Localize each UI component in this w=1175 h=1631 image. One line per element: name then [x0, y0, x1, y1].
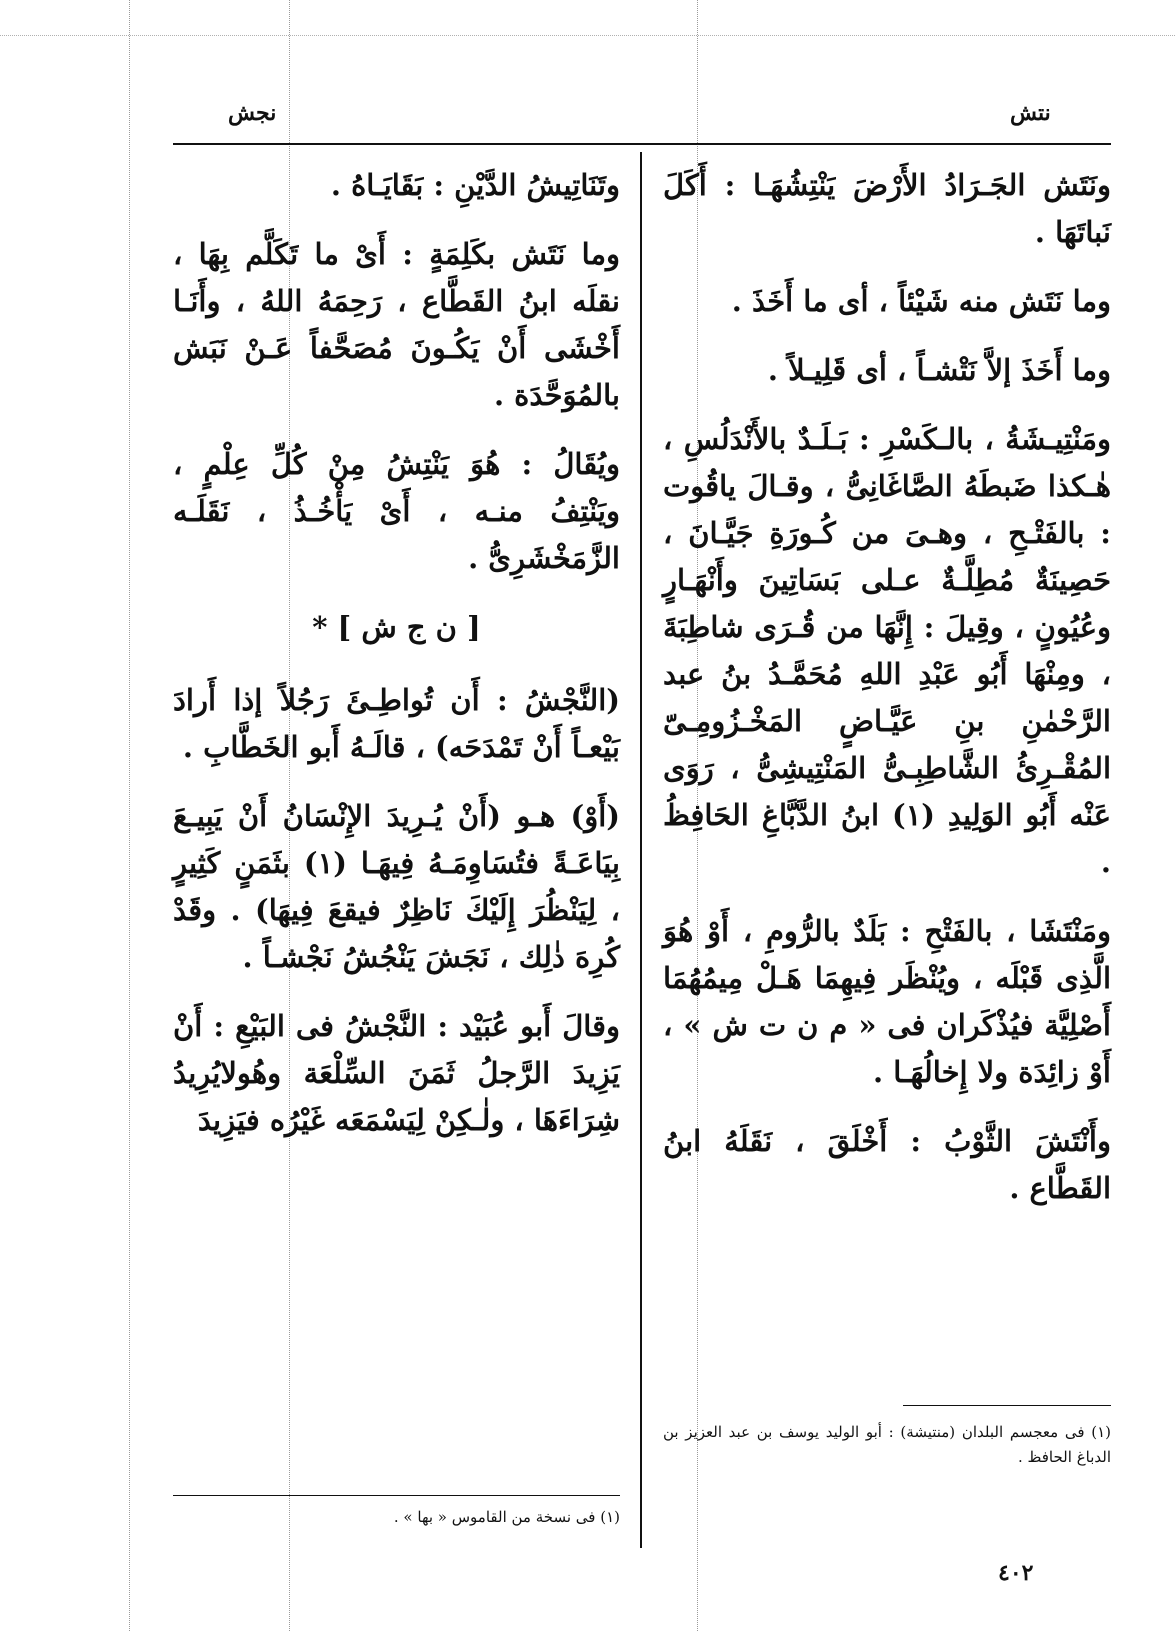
right-paragraph: وما نَتَش منه شَيْئاً ، أى ما أَخَذَ . — [731, 284, 1111, 318]
scan-fold-line-top — [0, 35, 1175, 36]
section-heading: [ ن ج ش ] * — [312, 610, 481, 644]
page-number: ٤٠٢ — [998, 1560, 1034, 1586]
right-footnote-rule — [903, 1405, 1111, 1406]
left-paragraph: وتَنَاتِيشُ الدَّيْنِ : بَقَايَـاهُ . — [330, 168, 620, 202]
right-paragraph: ونَتَش الجَـرَادُ الأَرْضَ يَنْتِشُهَـا : أَكَلَ نَباتَهَا . — [663, 168, 1111, 249]
running-header-right: نتش — [1010, 100, 1051, 126]
left-paragraph: (النَّجْشُ : أَن تُواطِـئَ رَجُلاً إذا أَرادَ بَيْعـاً أَنْ تَمْدَحَه) ، قالَـهُ أَبو الخَطَّابِ . — [173, 683, 620, 764]
column-divider — [640, 152, 642, 1548]
right-paragraph: وما أَخَذَ إلاَّ نَتْشـاً ، أى قَلِيـلاً . — [767, 353, 1111, 387]
scan-fold-line-left — [129, 0, 130, 1631]
left-footnote-rule — [173, 1495, 620, 1496]
left-footnote: (١) فى نسخة من القاموس « بها » . — [393, 1508, 620, 1526]
right-footnote: (١) فى معجسم البلدان (منتيشة) : أبو الوليد يوسف بن عبد العزيز بن الدباغ الحافظ . — [663, 1423, 1111, 1466]
right-paragraph: ومَنْتِيـشَةُ ، بالـكَسْرِ : بَـلَـدٌ بالأَنْدَلُسِ ، هٰـكذا ضَبطَهُ الصَّاغَانِىُّ ، وقـالَ ياقُوت : بالفَتْـحِ ، وهـىَ من كُـورَةِ جَيَّـانَ ، حَصِينَةٌ مُطِلَّـةٌ عـلى بَسَاتِينَ وأَنْهَـارٍ وعُيُونٍ ، وقِيلَ : إِنَّهَا من قُـرَى شاطِبَةَ ، ومِنْهَا أَبُو عَبْدِ اللهِ مُحَمَّـدُ بنُ عبد الرَّحْمٰنِ بنِ عَيَّـاضٍ المَخْـزُومِـىّ المُقْـرِئُ الشَّاطِبِـىُّ المَنْتِيشِىُّ ، رَوَى عَنْه أَبُو الوَلِيدِ (١) ابنُ الدَّبَّاغِ الحَافِظُ . — [663, 422, 1111, 879]
left-paragraph: وقالَ أَبو عُبَيْد : النَّجْشُ فى البَيْعِ : أَنْ يَزِيدَ الرَّجلُ ثَمَنَ السِّلْعَة وهُولايُرِيدُ شِرَاءَهَا ، ولٰـكِنْ لِيَسْمَعَه غَيْرُه فيَزِيدَ — [173, 1009, 620, 1137]
right-paragraph: وأَنْتَشَ الثَّوْبُ : أَخْلَقَ ، نَقَلَهُ ابنُ القَطَّاع . — [663, 1124, 1111, 1205]
header-rule — [173, 143, 1111, 145]
running-header-left: نجش — [228, 100, 277, 126]
left-paragraph: وما نَتَش بكَلِمَةٍ : أَىْ ما تَكَلَّم بِهَا ، نقلَه ابنُ القَطَّاع ، رَحِمَهُ اللهُ ، وأَنَـا أَخْشَى أَنْ يَكُـونَ مُصَحَّفاً عَـنْ نَبَش بالمُوَحَّدَة . — [173, 237, 620, 412]
left-paragraph: (أَوْ) هـو (أَنْ يُـرِيدَ الإِنْسَانُ أَنْ يَبِيـعَ بِيَاعَـةً فتُسَاوِمَـهُ فِيهَـا (١) بثَمَنٍ كَثِيرٍ ، لِيَنْظُرَ إِلَيْكَ نَاظِرٌ فيقعَ فِيهَا) . وقَدْ كُرِهَ ذٰلِك ، نَجَشَ يَنْجُشُ نَجْشـاً . — [173, 799, 620, 974]
right-column — [663, 162, 1111, 1234]
right-paragraph: ومَنْتَشَا ، بالفَتْحِ : بَلَدٌ بالرُّومِ ، أَوْ هُوَ الَّذِى قَبْلَه ، ويُنْظَر فِيهِمَا هَـلْ مِيمُهُمَا أَصْلِيَّة فيُذْكَران فى « م ن ت ش » ، أَوْ زائِدَة ولا إِخالُهَـا . — [663, 914, 1111, 1089]
left-column — [173, 162, 620, 1166]
left-paragraph: ويُقَالُ : هُوَ يَنْتِشُ مِنْ كُلِّ عِلْمٍ ، ويَنْتِفُ منـه ، أَىْ يَأْخُـذُ ، نَقَلَـه الزَّمَخْشَرِىُّ . — [173, 447, 620, 575]
